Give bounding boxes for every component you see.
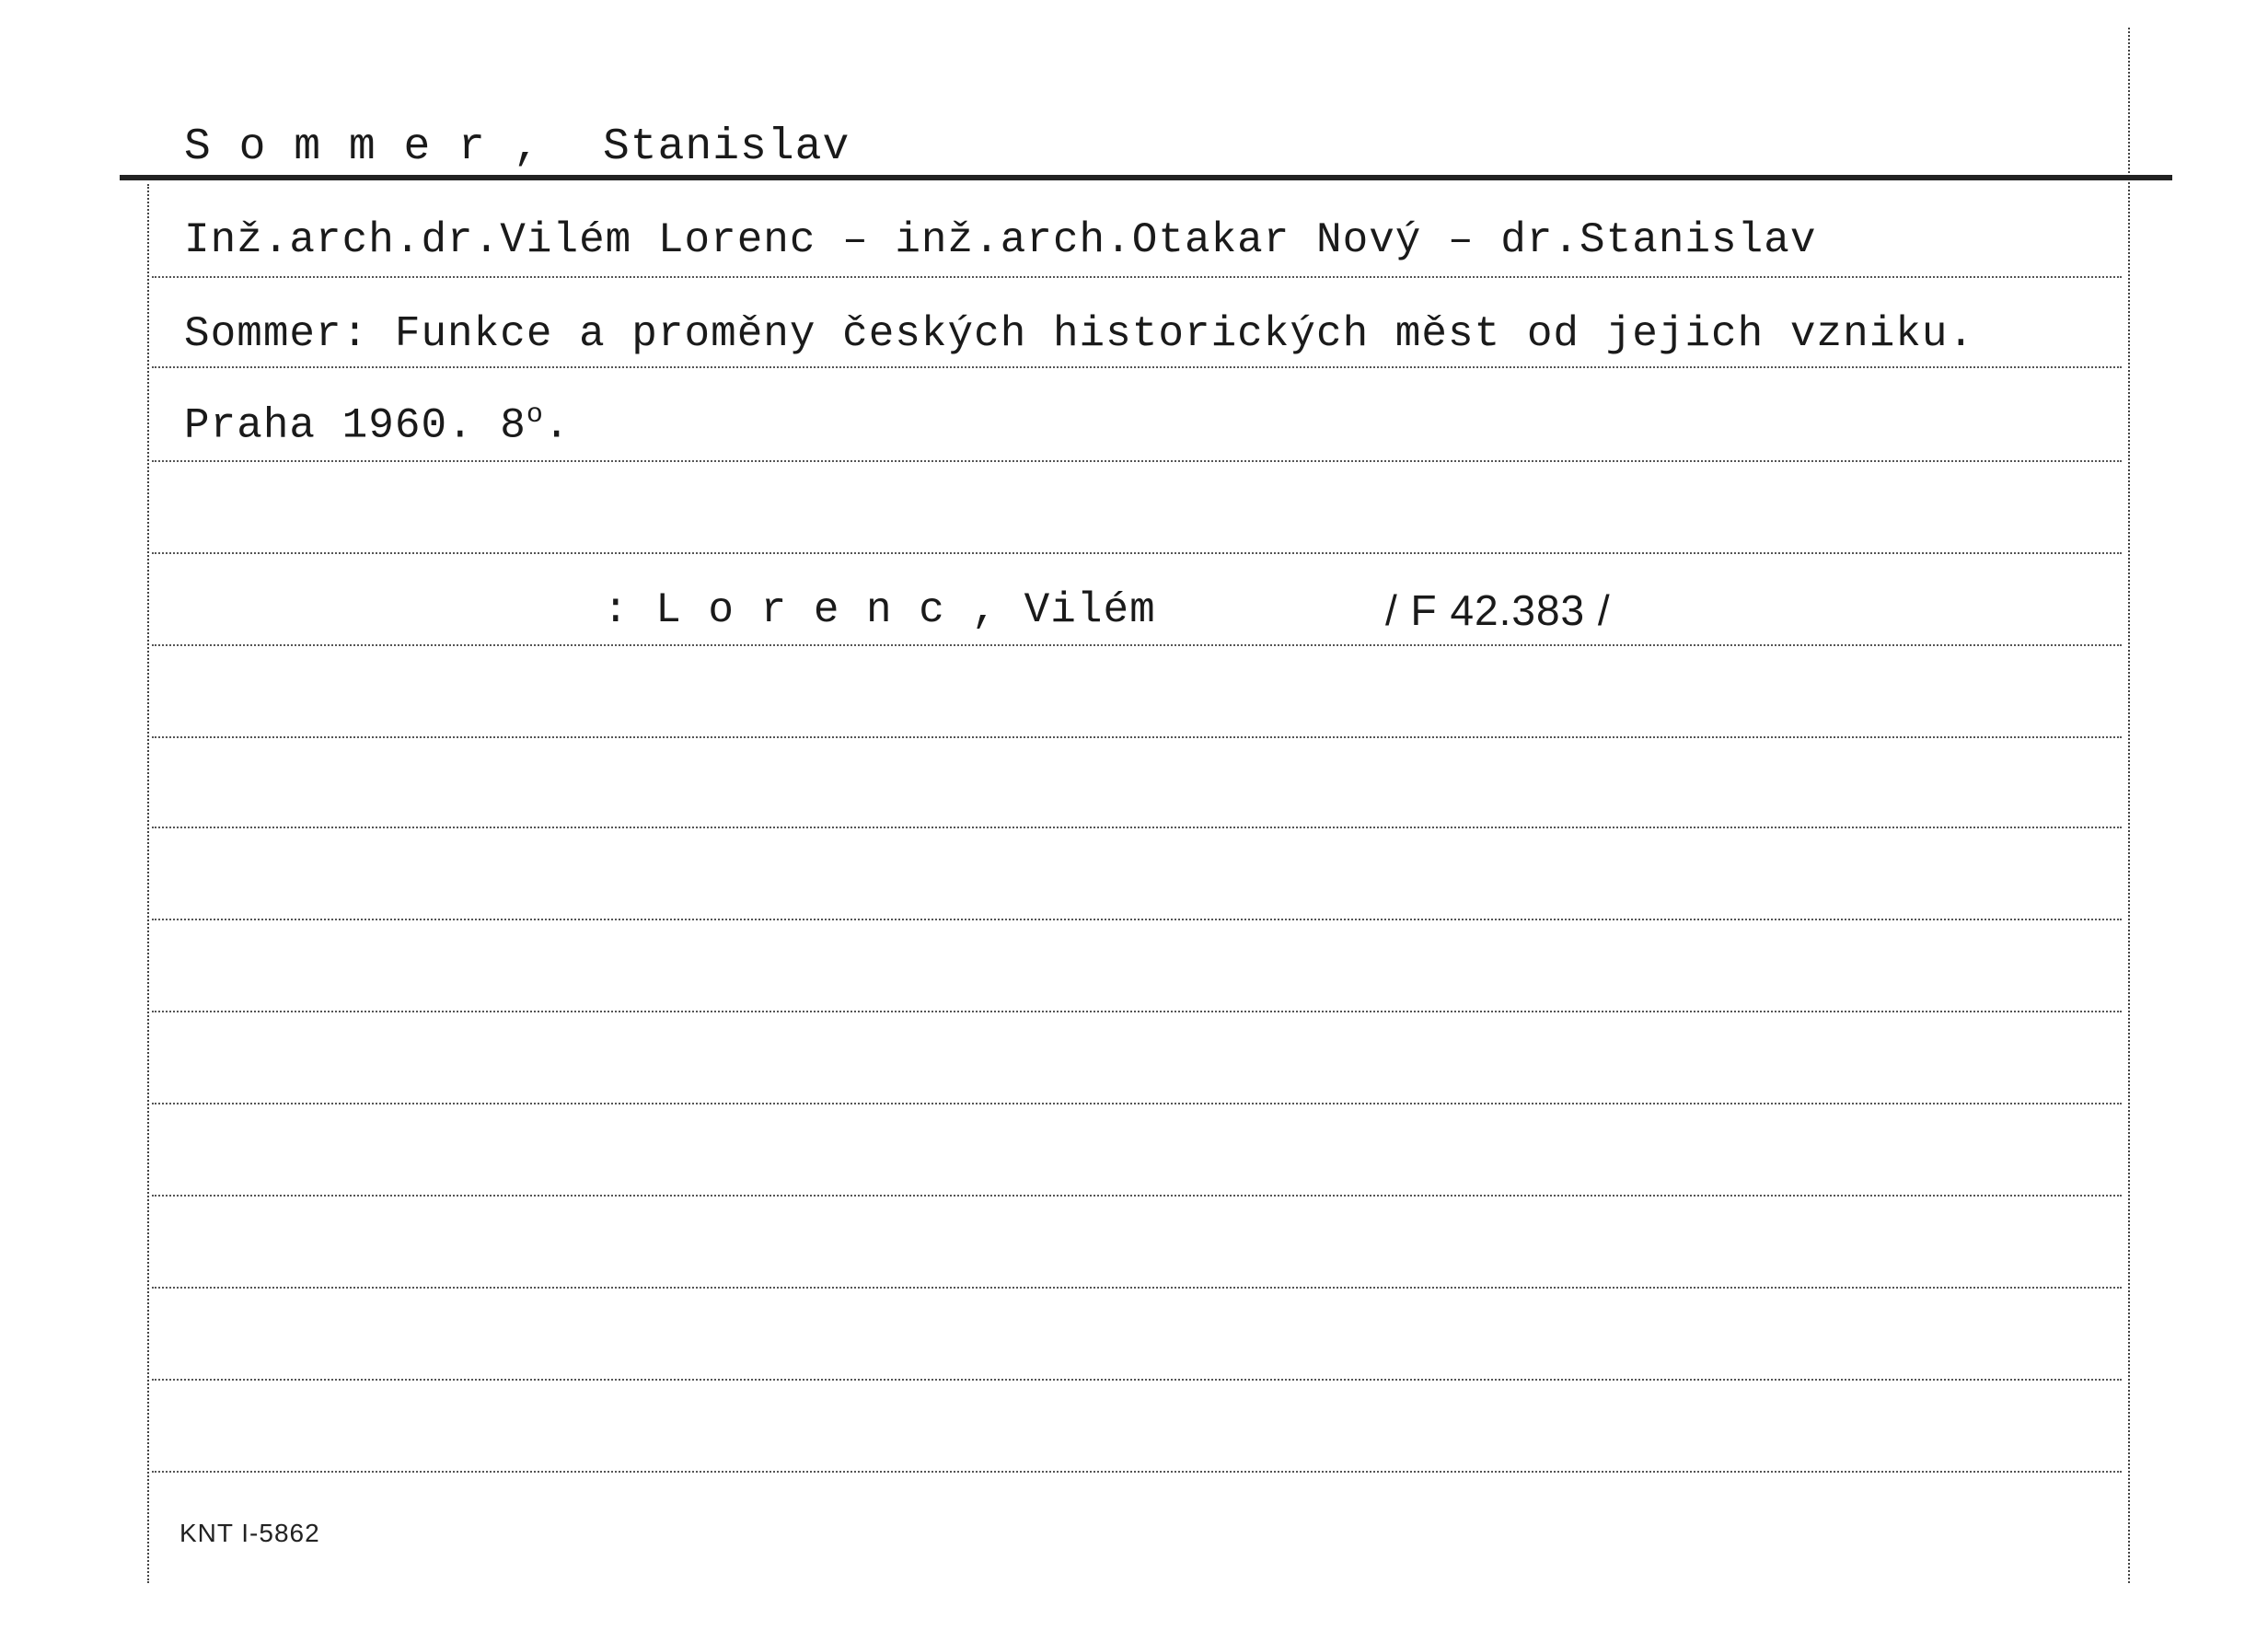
card-code: KNT I-5862	[179, 1519, 320, 1547]
description-line-1: Inž.arch.dr.Vilém Lorenc – inž.arch.Otakar Nový – dr.Stanislav	[184, 216, 1817, 264]
added-entry: : L o r e n c , Vilém	[603, 586, 1156, 634]
ruled-line	[152, 1011, 2122, 1012]
ruled-line	[152, 552, 2122, 554]
ruled-line	[152, 1287, 2122, 1289]
ruled-line	[152, 919, 2122, 920]
ruled-line	[152, 644, 2122, 646]
imprint-text: Praha 1960. 8	[184, 401, 526, 450]
ruled-line	[152, 1195, 2122, 1197]
description-line-3	[184, 399, 571, 450]
description-line-2: Sommer: Funkce a proměny českých historických měst od jejich vzniku.	[184, 310, 1975, 358]
ruled-line	[152, 366, 2122, 368]
heading-given-name: Stanislav	[603, 122, 850, 172]
format-superscript: o	[526, 399, 544, 431]
shelfmark: / F 42.383 /	[1385, 586, 1611, 634]
ruled-line	[152, 736, 2122, 738]
ruled-line	[152, 827, 2122, 828]
ruled-line	[152, 1103, 2122, 1104]
ruled-line	[152, 1471, 2122, 1473]
right-margin-line	[2128, 28, 2130, 1583]
ruled-line	[152, 276, 2122, 278]
ruled-line	[152, 1379, 2122, 1381]
left-margin-line	[147, 184, 149, 1583]
heading-surname: S o m m e r ,	[184, 122, 541, 172]
imprint-end: .	[543, 401, 571, 450]
ruled-line	[152, 460, 2122, 462]
heading-rule	[120, 175, 2172, 180]
